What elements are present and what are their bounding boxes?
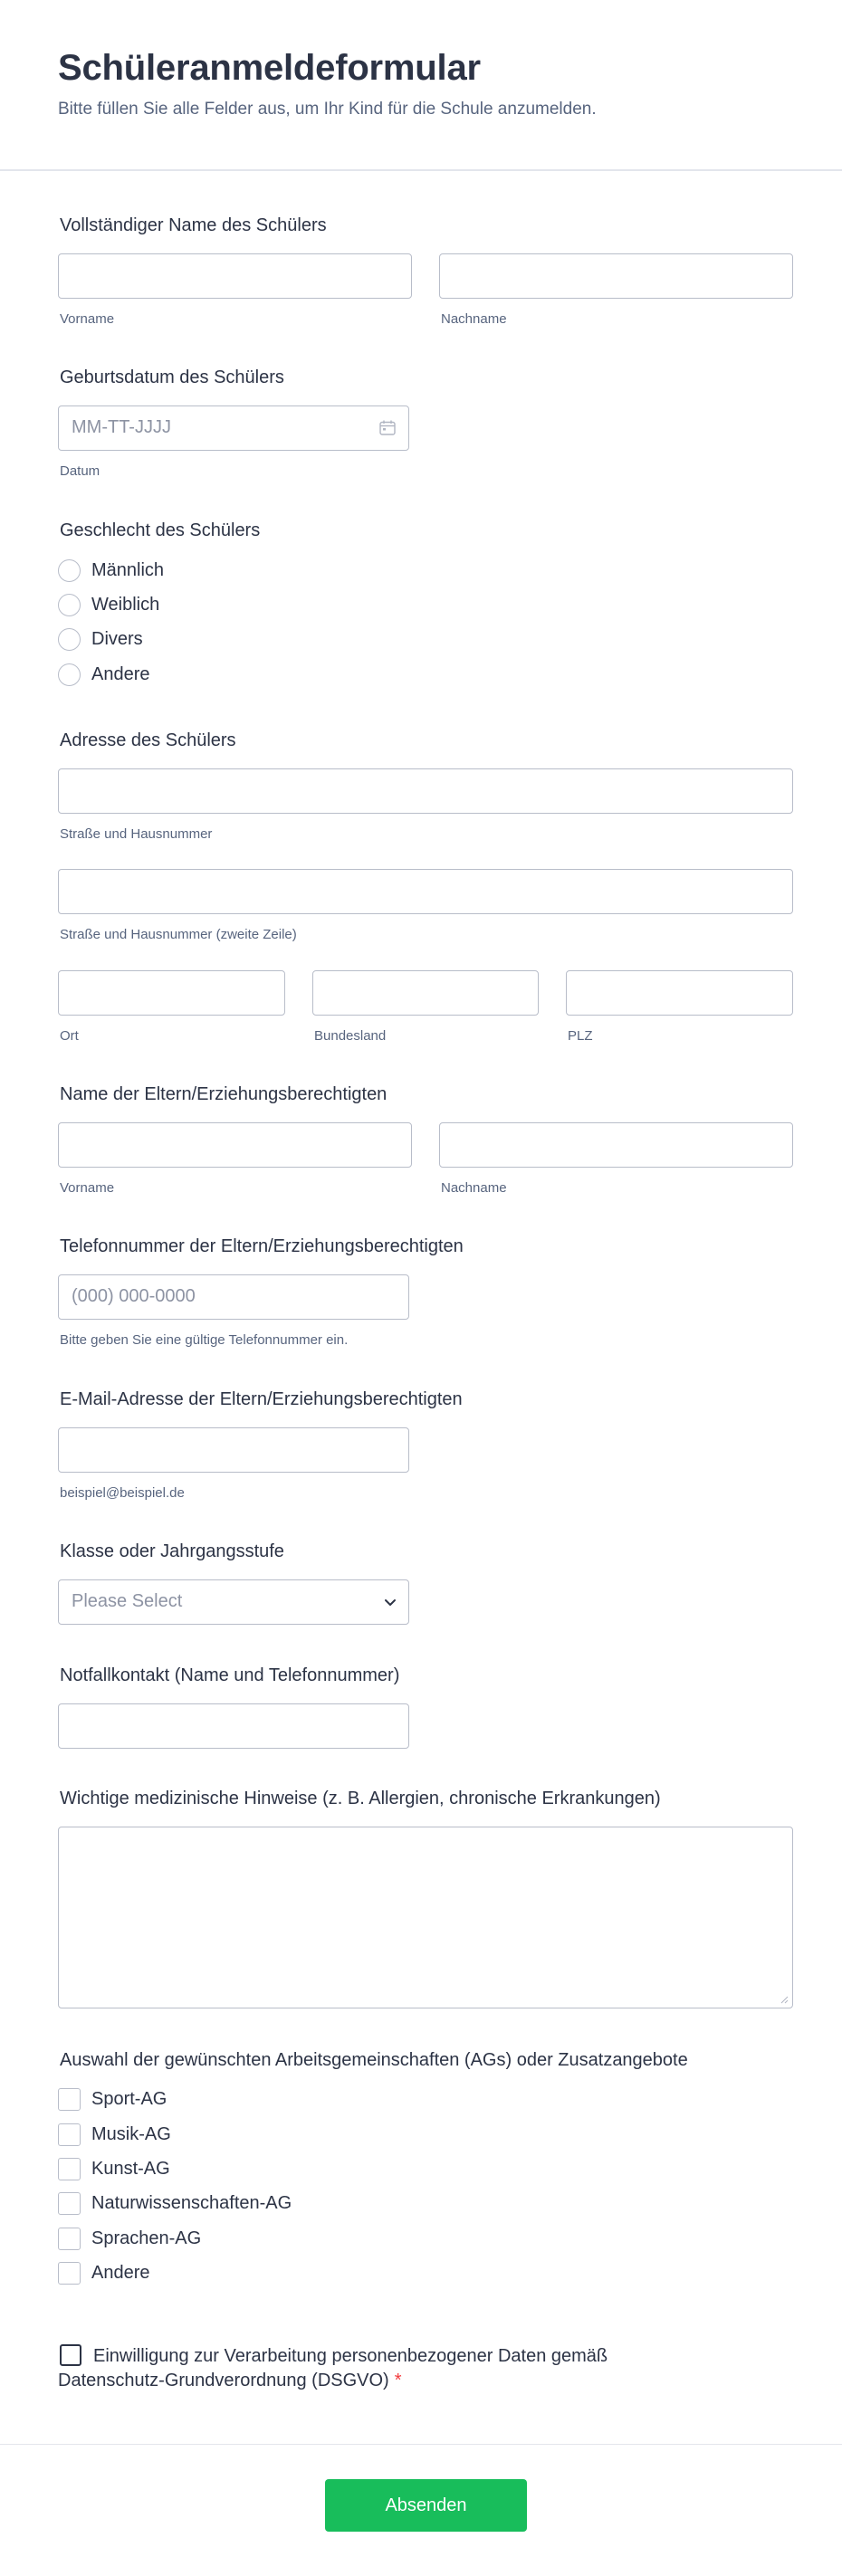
phone-sublabel: Bitte geben Sie eine gültige Telefonnummer ein. [60, 1332, 349, 1348]
consent-label-line1: Einwilligung zur Verarbeitung personenbezogener Daten gemäß [93, 2346, 608, 2366]
parent-first-name-sublabel: Vorname [60, 1180, 115, 1196]
gender-option-label: Andere [91, 663, 150, 684]
checkbox[interactable] [58, 2123, 81, 2146]
parent-first-name-input[interactable] [58, 1122, 412, 1168]
birthdate-label: Geburtsdatum des Schülers [60, 367, 284, 387]
activity-option[interactable] [58, 2157, 170, 2180]
activity-option[interactable] [58, 2123, 171, 2146]
student-name-label: Vollständiger Name des Schülers [60, 215, 327, 235]
phone-placeholder: (000) 000-0000 [72, 1286, 196, 1306]
activity-option-label: Naturwissenschaften-AG [91, 2192, 292, 2213]
birthdate-input[interactable] [58, 405, 409, 451]
radio-button[interactable] [58, 594, 81, 616]
parent-last-name-sublabel: Nachname [441, 1180, 507, 1196]
checkbox[interactable] [58, 2262, 81, 2285]
student-last-name-input[interactable] [439, 253, 793, 299]
radio-button[interactable] [58, 663, 81, 686]
grade-selected-value: Please Select [72, 1591, 183, 1611]
birthdate-sublabel: Datum [60, 463, 100, 479]
state-sublabel: Bundesland [314, 1028, 387, 1044]
street-address-line2-sublabel: Straße und Hausnummer (zweite Zeile) [60, 927, 297, 942]
phone-input[interactable] [58, 1274, 409, 1320]
footer-divider [0, 2444, 842, 2445]
state-input[interactable] [312, 970, 539, 1016]
checkbox[interactable] [58, 2228, 81, 2250]
resize-handle-icon[interactable] [780, 1995, 789, 2004]
calendar-icon[interactable] [379, 420, 396, 435]
gender-option-label: Männlich [91, 559, 165, 580]
activities-label: Auswahl der gewünschten Arbeitsgemeinschaften (AGs) oder Zusatzangebote [60, 2050, 688, 2070]
activity-option-label: Sprachen-AG [91, 2228, 202, 2248]
email-input[interactable] [58, 1427, 409, 1473]
activity-option-label: Sport-AG [91, 2088, 167, 2109]
grade-label: Klasse oder Jahrgangsstufe [60, 1541, 284, 1561]
address-label: Adresse des Schülers [60, 730, 236, 750]
chevron-down-icon [383, 1595, 397, 1609]
checkbox[interactable] [58, 2088, 81, 2111]
form-subtitle: Bitte füllen Sie alle Felder aus, um Ihr Kind für die Schule anzumelden. [58, 100, 597, 119]
radio-button[interactable] [58, 628, 81, 651]
activity-option-label: Kunst-AG [91, 2158, 170, 2179]
phone-label: Telefonnummer der Eltern/Erziehungsberechtigten [60, 1236, 464, 1256]
street-address-line2-input[interactable] [58, 869, 793, 914]
street-address-sublabel: Straße und Hausnummer [60, 826, 213, 842]
gender-option[interactable] [58, 627, 143, 651]
consent-label-text: Datenschutz-Grundverordnung (DSGVO) [58, 2371, 389, 2390]
activity-option[interactable] [58, 2191, 292, 2215]
emergency-contact-input[interactable] [58, 1703, 409, 1749]
emergency-contact-label: Notfallkontakt (Name und Telefonnummer) [60, 1665, 400, 1685]
zip-sublabel: PLZ [568, 1028, 593, 1044]
student-first-name-sublabel: Vorname [60, 311, 115, 327]
form-title: Schüleranmeldeformular [58, 48, 481, 88]
medical-notes-label: Wichtige medizinische Hinweise (z. B. Allergien, chronische Erkrankungen) [60, 1789, 661, 1808]
gender-option[interactable] [58, 593, 159, 616]
activity-option[interactable] [58, 2227, 201, 2250]
checkbox[interactable] [58, 2158, 81, 2180]
medical-notes-textarea[interactable] [58, 1827, 793, 2008]
street-address-input[interactable] [58, 768, 793, 814]
gender-label: Geschlecht des Schülers [60, 520, 261, 540]
gender-option[interactable] [58, 558, 164, 582]
student-first-name-input[interactable] [58, 253, 412, 299]
city-sublabel: Ort [60, 1028, 79, 1044]
zip-input[interactable] [566, 970, 793, 1016]
email-sublabel: beispiel@beispiel.de [60, 1485, 185, 1501]
grade-select[interactable] [58, 1579, 409, 1625]
parent-name-label: Name der Eltern/Erziehungsberechtigten [60, 1084, 388, 1104]
consent-label-line2 [58, 2369, 402, 2392]
gender-option-label: Divers [91, 628, 143, 649]
required-marker: * [394, 2371, 402, 2390]
city-input[interactable] [58, 970, 285, 1016]
gender-option-label: Weiblich [91, 594, 160, 615]
birthdate-placeholder: MM-TT-JJJJ [72, 417, 171, 437]
activity-option[interactable] [58, 2261, 150, 2285]
activity-option[interactable] [58, 2087, 167, 2111]
activity-option-label: Musik-AG [91, 2123, 171, 2144]
email-label: E-Mail-Adresse der Eltern/Erziehungsberechtigten [60, 1389, 463, 1409]
submit-button[interactable]: Absenden [325, 2479, 527, 2532]
student-last-name-sublabel: Nachname [441, 311, 507, 327]
form-header [0, 0, 842, 171]
activity-option-label: Andere [91, 2262, 150, 2283]
radio-button[interactable] [58, 559, 81, 582]
checkbox[interactable] [58, 2192, 81, 2215]
gender-option[interactable] [58, 663, 150, 686]
consent-checkbox[interactable] [60, 2344, 81, 2366]
parent-last-name-input[interactable] [439, 1122, 793, 1168]
